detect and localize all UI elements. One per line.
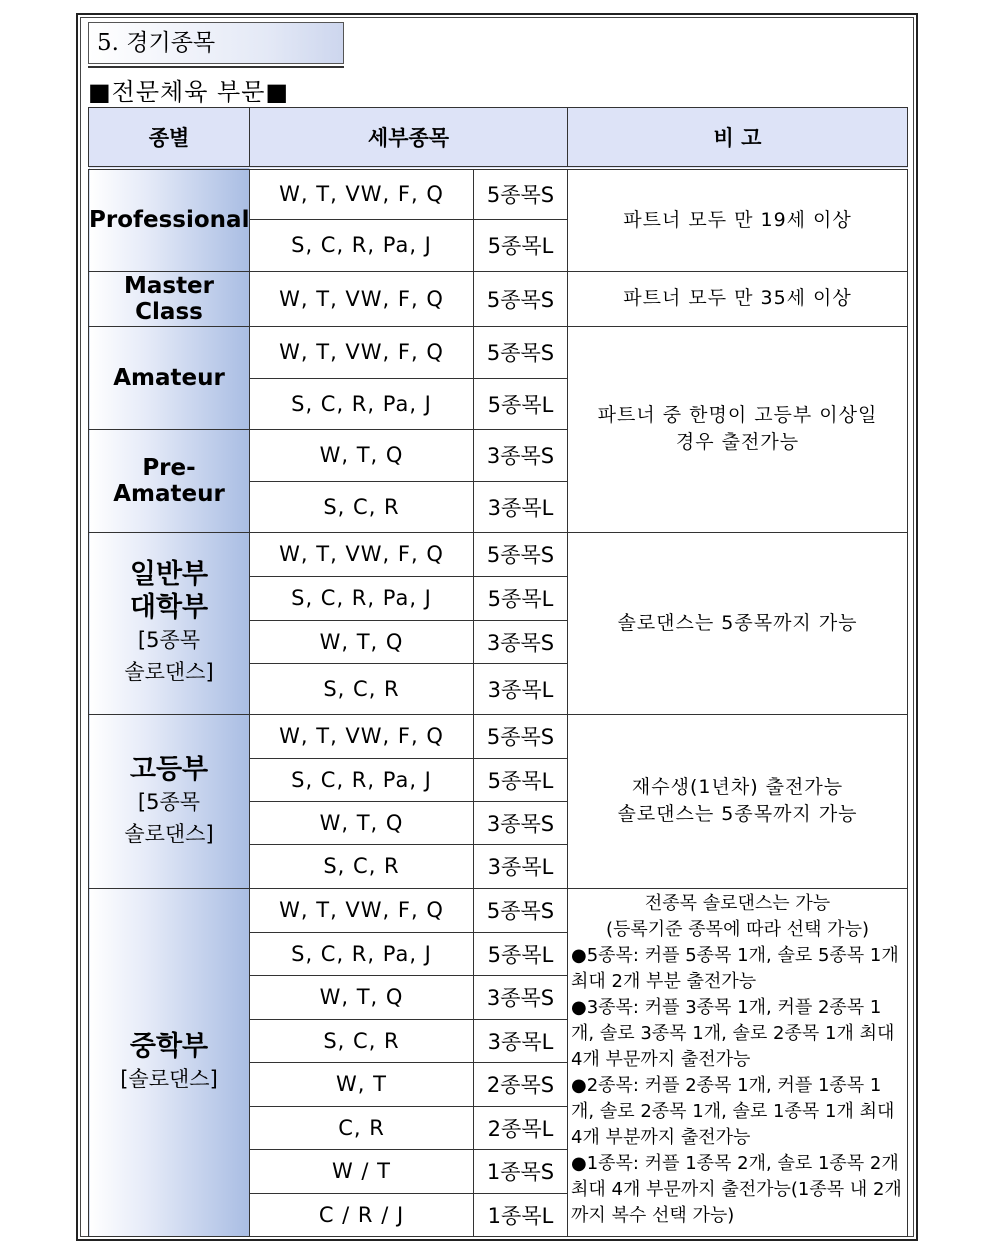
count-cell: 5종목S: [474, 168, 568, 219]
header-category: 종별: [89, 108, 250, 169]
note-title: (등록기준 종목에 따라 선택 가능): [606, 918, 869, 940]
events-cell: S, C, R, Pa, J: [250, 758, 474, 801]
events-cell: S, C, R, Pa, J: [250, 219, 474, 271]
events-cell: W, T, VW, F, Q: [250, 168, 474, 219]
category-amateur: Amateur: [89, 326, 250, 429]
events-cell: W, T, Q: [250, 620, 474, 663]
events-cell: W, T, VW, F, Q: [250, 532, 474, 576]
note-amateur: [568, 326, 908, 532]
note-master-class: 파트너 모두 만 35세 이상: [568, 271, 908, 326]
events-cell: W, T, VW, F, Q: [250, 271, 474, 326]
category-sub: [5종목: [137, 628, 201, 652]
count-cell: 3종목L: [474, 481, 568, 532]
note-line: 경우 출전가능: [675, 431, 800, 453]
category-middle-school: [89, 888, 250, 1236]
count-cell: 3종목L: [474, 663, 568, 714]
note-middle-school: [568, 888, 908, 1236]
events-cell: W, T, Q: [250, 801, 474, 844]
table-row: [89, 168, 908, 219]
category-general: [89, 532, 250, 714]
events-cell: S, C, R, Pa, J: [250, 576, 474, 620]
category-name: 고등부: [129, 753, 209, 785]
events-cell: W, T, VW, F, Q: [250, 714, 474, 758]
header-row: [89, 108, 908, 169]
count-cell: 5종목L: [474, 576, 568, 620]
events-cell: S, C, R: [250, 844, 474, 888]
count-cell: 3종목L: [474, 844, 568, 888]
count-cell: 5종목S: [474, 888, 568, 932]
count-cell: 3종목L: [474, 1019, 568, 1062]
note-professional: 파트너 모두 만 19세 이상: [568, 168, 908, 271]
category-master-class: Master Class: [89, 271, 250, 326]
count-cell: 5종목L: [474, 378, 568, 429]
events-cell: W, T, VW, F, Q: [250, 888, 474, 932]
category-name: 일반부: [129, 559, 209, 590]
note-line: 솔로댄스는 5종목까지 가능: [617, 803, 858, 825]
events-cell: S, C, R, Pa, J: [250, 932, 474, 975]
category-sub: [솔로댄스]: [120, 1066, 218, 1091]
event-table: [88, 107, 908, 1237]
section-title: 5. 경기종목: [88, 22, 344, 64]
count-cell: 5종목S: [474, 532, 568, 576]
events-cell: C / R / J: [250, 1193, 474, 1236]
count-cell: 1종목S: [474, 1149, 568, 1193]
note-bullet: ●5종목: 커플 5종목 1개, 솔로 5종목 1개 최대 2개 부분 출전가능: [571, 944, 899, 992]
category-high-school: [89, 714, 250, 888]
count-cell: 5종목S: [474, 271, 568, 326]
count-cell: 5종목L: [474, 932, 568, 975]
events-cell: S, C, R: [250, 663, 474, 714]
note-high-school: [568, 714, 908, 888]
category-sub: [5종목: [137, 789, 201, 814]
note-line: 파트너 중 한명이 고등부 이상일: [597, 404, 878, 426]
count-cell: 1종목L: [474, 1193, 568, 1236]
events-cell: C, R: [250, 1106, 474, 1149]
category-professional: Professional: [89, 168, 250, 271]
section-subtitle: ■전문체육 부문■: [88, 78, 290, 106]
count-cell: 5종목L: [474, 219, 568, 271]
note-bullet: ●3종목: 커플 3종목 1개, 커플 2종목 1개, 솔로 3종목 1개, 솔로 2종목 1개 최대 4개 부문까지 출전가능: [571, 996, 895, 1070]
count-cell: 3종목S: [474, 429, 568, 481]
header-events: 세부종목: [250, 108, 568, 169]
note-general: 솔로댄스는 5종목까지 가능: [568, 532, 908, 714]
category-pre-amateur: Pre-Amateur: [89, 429, 250, 532]
note-line: 재수생(1년차) 출전가능: [631, 776, 844, 798]
table-row: [89, 271, 908, 326]
count-cell: 2종목S: [474, 1062, 568, 1106]
events-cell: S, C, R: [250, 481, 474, 532]
events-cell: W, T, Q: [250, 429, 474, 481]
count-cell: 3종목S: [474, 801, 568, 844]
count-cell: 3종목S: [474, 620, 568, 663]
category-sub: 솔로댄스]: [124, 821, 214, 846]
count-cell: 3종목S: [474, 975, 568, 1019]
category-sub: 솔로댄스]: [124, 660, 214, 684]
events-cell: W, T: [250, 1062, 474, 1106]
table-row: [89, 326, 908, 378]
note-title: 전종목 솔로댄스는 가능: [644, 892, 831, 914]
count-cell: 2종목L: [474, 1106, 568, 1149]
header-note: 비 고: [568, 108, 908, 169]
category-name: 대학부: [129, 592, 209, 623]
count-cell: 5종목S: [474, 326, 568, 378]
count-cell: 5종목L: [474, 758, 568, 801]
count-cell: 5종목S: [474, 714, 568, 758]
table-row: [89, 888, 908, 932]
events-cell: S, C, R: [250, 1019, 474, 1062]
events-cell: W / T: [250, 1149, 474, 1193]
note-bullet: ●2종목: 커플 2종목 1개, 커플 1종목 1개, 솔로 2종목 1개, 솔로 1종목 1개 최대 4개 부분까지 출전가능: [571, 1074, 895, 1148]
table-row: [89, 714, 908, 758]
events-cell: W, T, VW, F, Q: [250, 326, 474, 378]
events-cell: S, C, R, Pa, J: [250, 378, 474, 429]
events-cell: W, T, Q: [250, 975, 474, 1019]
table-row: [89, 532, 908, 576]
category-name: 중학부: [129, 1030, 209, 1062]
note-bullet: ●1종목: 커플 1종목 2개, 솔로 1종목 2개 최대 4개 부문까지 출전가능(1종목 내 2개까지 복수 선택 가능): [571, 1152, 902, 1226]
